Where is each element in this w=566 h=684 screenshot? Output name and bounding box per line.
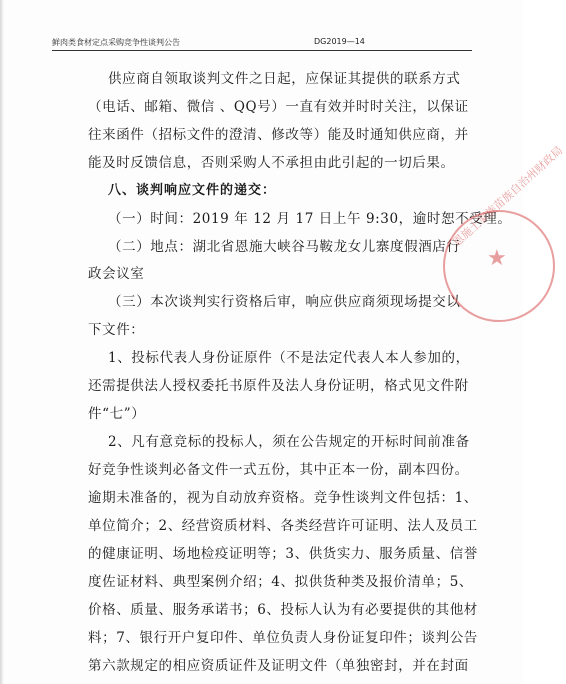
paragraph-line: 下文件：: [88, 322, 145, 338]
paragraph-line: （三）本次谈判实行资格后审，响应供应商须现场提交以: [108, 294, 461, 310]
paragraph-line: 单位简介；2、经营资质材料、各类经营许可证明、法人及员工: [88, 518, 478, 534]
paragraph-line: 还需提供法人授权委托书原件及法人身份证明，格式见文件附: [88, 378, 469, 394]
paragraph-line: 2、凡有意竞标的投标人，须在公告规定的开标时间前准备: [108, 434, 470, 450]
paragraph-line: 料；7、银行开户复印件、单位负责人身份证复印件；谈判公告: [88, 630, 478, 646]
paragraph-line: 能及时反馈信息，否则采购人不承担由此引起的一切后果。: [88, 155, 455, 171]
section-heading: 八、谈判响应文件的递交：: [108, 183, 277, 198]
paragraph-line: 度佐证材料、典型案例介绍；4、拟供货种类及报价清单；5、: [88, 574, 473, 590]
seal-star-icon: ★: [487, 246, 507, 271]
paragraph-line: 供应商自领取谈判文件之日起，应保证其提供的联系方式: [108, 71, 461, 87]
paragraph-line: 价格、质量、服务承诺书；6、投标人认为有必要提供的其他材: [88, 602, 478, 618]
paragraph-line: 的健康证明、场地检疫证明等；3、供货实力、服务质量、信誉: [88, 546, 478, 562]
official-seal-stamp: [443, 143, 566, 322]
paragraph-line: （一）时间：2019 年 12 月 17 日上午 9:30，逾时恕不受理。: [108, 211, 512, 227]
paragraph-line: （二）地点：湖北省恩施大峡谷马鞍龙女儿寨度假酒店行: [108, 239, 461, 255]
paragraph-line: （电话、邮箱、微信 、QQ号）一直有效并时时关注，以保证: [88, 99, 469, 115]
paragraph-line: 1、投标代表人身份证原件（不是法定代表人本人参加的，: [108, 350, 470, 366]
paragraph-line: 往来函件（招标文件的澄清、修改等）能及时通知供应商，并: [88, 127, 469, 143]
header-title: 鲜肉类食材定点采购竞争性谈判公告: [52, 38, 180, 47]
paragraph-line: 逾期未准备的，视为自动放弃资格。竞争性谈判文件包括：1、: [88, 490, 478, 506]
paragraph-line: 政会议室: [88, 266, 145, 282]
paragraph-line: 第六款规定的相应资质证件及证明文件（单独密封，并在封面: [88, 658, 469, 674]
seal-text: 恩施土家族苗族自治州财政局: [450, 143, 566, 250]
paragraph-line: 件“七”）: [88, 406, 146, 422]
paragraph-line: 好竞争性谈判必备文件一式五份，其中正本一份，副本四份。: [88, 462, 469, 478]
header-doc-number: DG2019—14: [314, 37, 365, 46]
